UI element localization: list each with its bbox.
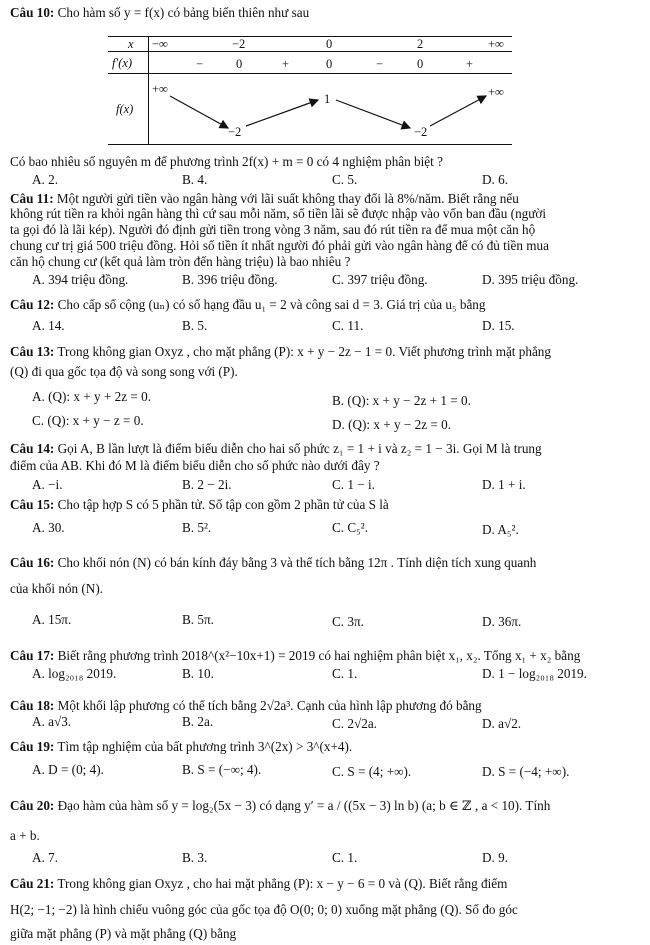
q13-option-b[interactable]: B. (Q): x + y − 2z + 1 = 0. [332, 393, 471, 408]
q10-option-b[interactable]: B. 4. [182, 172, 208, 187]
q12-label: Câu 12: [10, 297, 55, 312]
q20-option-a[interactable]: A. 7. [32, 850, 59, 865]
q15-option-b[interactable]: B. 5². [182, 520, 212, 535]
q13-option-a[interactable]: A. (Q): x + y + 2z = 0. [32, 389, 152, 404]
q13-text: Trong không gian Oxyz , cho mặt phẳng (P): x + y − 2z − 1 = 0. Viết phương trình mặt phẳng [57, 344, 551, 359]
q21-label: Câu 21: [10, 876, 55, 891]
q11-text: Một người gửi tiền vào ngân hàng với lãi suất không thay đổi là 8%/năm. Biết rằng nếu [56, 191, 519, 206]
q13-label: Câu 13: [10, 344, 55, 359]
q11-line [10, 191, 519, 206]
q20-label: Câu 20: [10, 798, 55, 813]
q12-option-b[interactable]: B. 5. [182, 318, 208, 333]
q15-stem [10, 497, 389, 512]
fp-zero: 0 [236, 57, 243, 71]
q11-line: ta gọi đó là lãi kép). Người đó định gửi tiền trong vòng 3 năm, sau đó rút tiền ra để mua một căn hộ [10, 222, 536, 237]
q19-option-d[interactable]: D. S = (−4; +∞). [482, 764, 570, 779]
f-value: +∞ [488, 85, 504, 99]
f-value: −2 [414, 125, 428, 139]
x-value: 0 [326, 37, 333, 51]
q18-text: Một khối lập phương có thể tích bằng 2√2a³. Cạnh của hình lập phương đó bằng [57, 698, 482, 713]
q19-option-a[interactable]: A. D = (0; 4). [32, 762, 104, 777]
q20-stem [10, 798, 550, 813]
q16-option-c[interactable]: C. 3π. [332, 614, 364, 629]
q12-text: Cho cấp số cộng (uₙ) có số hạng đầu u₁ = 2 và công sai d = 3. Giá trị của u₅ bằng [57, 297, 486, 312]
q13-option-c[interactable]: C. (Q): x + y − z = 0. [32, 413, 144, 428]
q10-label: Câu 10: [10, 5, 55, 20]
q16-line [10, 555, 536, 570]
q14-option-a[interactable]: A. −i. [32, 477, 63, 492]
q10-option-c[interactable]: C. 5. [332, 172, 358, 187]
q11-line: không rút tiền ra khỏi ngân hàng thì cứ sau mỗi năm, số tiền lãi sẽ được nhập vào vốn ban đầu (người [10, 206, 547, 221]
q11-option-a[interactable]: A. 394 triệu đồng. [32, 272, 129, 287]
arrow-down-1 [170, 96, 228, 128]
q10-text: Cho hàm số y = f(x) có bảng biến thiên như sau [57, 5, 310, 20]
q17-stem [10, 648, 580, 663]
q16-label: Câu 16: [10, 555, 55, 570]
q18-label: Câu 18: [10, 698, 55, 713]
q12-option-a[interactable]: A. 14. [32, 318, 65, 333]
arrow-down-2 [336, 100, 410, 128]
q14-option-c[interactable]: C. 1 − i. [332, 477, 375, 492]
q18-option-b[interactable]: B. 2a. [182, 714, 214, 729]
q16-option-a[interactable]: A. 15π. [32, 612, 72, 627]
q17-option-d[interactable]: D. 1 − log₂₀₁₈ 2019. [482, 666, 587, 681]
q21-line: H(2; −1; −2) là hình chiếu vuông góc của gốc tọa độ O(0; 0; 0) xuống mặt phẳng (Q). Số đo góc [10, 902, 518, 917]
q17-option-b[interactable]: B. 10. [182, 666, 214, 681]
q19-option-b[interactable]: B. S = (−∞; 4). [182, 762, 262, 777]
q14-option-b[interactable]: B. 2 − 2i. [182, 477, 232, 492]
q11-option-d[interactable]: D. 395 triệu đồng. [482, 272, 579, 287]
q11-line: căn hộ chung cư (kết quả làm tròn đến hàng triệu) là bao nhiêu ? [10, 254, 351, 269]
q17-option-c[interactable]: C. 1. [332, 666, 358, 681]
fp-sign: − [196, 57, 204, 71]
q19-text: Tìm tập nghiệm của bất phương trình 3^(2x) > 3^(x+4). [57, 739, 353, 754]
f-label: f(x) [116, 102, 134, 116]
fp-label: f′(x) [112, 56, 133, 70]
x-value: 2 [417, 37, 424, 51]
q15-text: Cho tập hợp S có 5 phần tử. Số tập con gồm 2 phần tử của S là [57, 497, 389, 512]
q19-option-c[interactable]: C. S = (4; +∞). [332, 764, 412, 779]
q17-label: Câu 17: [10, 648, 55, 663]
q15-option-d[interactable]: D. A₅². [482, 522, 519, 537]
fp-sign: + [466, 57, 474, 71]
arrow-up-2 [430, 96, 486, 126]
q20-text: Đạo hàm của hàm số y = log₂(5x − 3) có dạng y′ = a / ((5x − 3) ln b) (a; b ∈ ℤ , a < 10). Tính [57, 798, 551, 813]
q18-stem [10, 698, 482, 713]
q20-option-b[interactable]: B. 3. [182, 850, 208, 865]
f-value: +∞ [152, 82, 168, 96]
q14-option-d[interactable]: D. 1 + i. [482, 477, 526, 492]
arrow-up-1 [246, 100, 318, 126]
q17-text: Biết rằng phương trình 2018^(x²−10x+1) = 2019 có hai nghiệm phân biệt x₁, x₂. Tổng x₁ + x₂ bằng [57, 648, 581, 663]
q15-option-a[interactable]: A. 30. [32, 520, 65, 535]
q14-label: Câu 14: [10, 441, 55, 456]
q19-label: Câu 19: [10, 739, 55, 754]
fp-zero: 0 [417, 57, 424, 71]
q18-option-c[interactable]: C. 2√2a. [332, 716, 377, 731]
q16-option-b[interactable]: B. 5π. [182, 612, 214, 627]
q13-line [10, 344, 551, 359]
q11-option-b[interactable]: B. 396 triệu đồng. [182, 272, 278, 287]
q14-line [10, 441, 542, 456]
fp-sign: + [282, 57, 290, 71]
q16-option-d[interactable]: D. 36π. [482, 614, 522, 629]
q14-text: Gọi A, B lần lượt là điểm biểu diễn cho hai số phức z₁ = 1 + i và z₂ = 1 − 3i. Gọi M là trung [57, 441, 542, 456]
x-value: +∞ [488, 37, 504, 51]
q17-option-a[interactable]: A. log₂₀₁₈ 2019. [32, 666, 117, 681]
q19-stem [10, 739, 352, 754]
q10-option-a[interactable]: A. 2. [32, 172, 59, 187]
q15-label: Câu 15: [10, 497, 55, 512]
variation-arrows [0, 0, 650, 160]
x-label: x [128, 37, 134, 51]
q11-label: Câu 11: [10, 191, 54, 206]
q18-option-d[interactable]: D. a√2. [482, 716, 522, 731]
q12-option-d[interactable]: D. 15. [482, 318, 515, 333]
q11-line: chung cư trị giá 500 triệu đồng. Hỏi số tiền ít nhất người đó phải gửi vào ngân hàng để có đủ tiền mua [10, 238, 549, 253]
q12-option-c[interactable]: C. 11. [332, 318, 364, 333]
q20-text-continued: a + b. [10, 828, 40, 843]
q15-option-c[interactable]: C. C₅². [332, 520, 369, 535]
q21-line: giữa mặt phẳng (P) và mặt phẳng (Q) bằng [10, 926, 237, 941]
q10-option-d[interactable]: D. 6. [482, 172, 509, 187]
q16-line: của khối nón (N). [10, 581, 104, 596]
x-value: −2 [232, 37, 246, 51]
q16-text: Cho khối nón (N) có bán kính đáy bằng 3 và thể tích bằng 12π . Tính diện tích xung quanh [57, 555, 537, 570]
q21-text: Trong không gian Oxyz , cho hai mặt phẳng (P): x − y − 6 = 0 và (Q). Biết rằng điểm [57, 876, 508, 891]
f-value: −2 [228, 125, 242, 139]
q11-option-c[interactable]: C. 397 triệu đồng. [332, 272, 428, 287]
q12-stem [10, 297, 486, 312]
f-value: 1 [324, 92, 331, 106]
x-value: −∞ [152, 37, 168, 51]
fp-sign: − [376, 57, 384, 71]
fp-zero: 0 [326, 57, 333, 71]
q20-option-d[interactable]: D. 9. [482, 850, 509, 865]
q21-line [10, 876, 507, 891]
q13-line: (Q) đi qua gốc tọa độ và song song với (P). [10, 364, 238, 379]
q10-question: Có bao nhiêu số nguyên m để phương trình 2f(x) + m = 0 có 4 nghiệm phân biệt ? [10, 154, 443, 169]
q14-line: điểm của AB. Khi đó M là điểm biểu diễn cho số phức nào dưới đây ? [10, 458, 380, 473]
q18-option-a[interactable]: A. a√3. [32, 714, 72, 729]
q13-option-d[interactable]: D. (Q): x + y − 2z = 0. [332, 417, 452, 432]
q20-option-c[interactable]: C. 1. [332, 850, 358, 865]
